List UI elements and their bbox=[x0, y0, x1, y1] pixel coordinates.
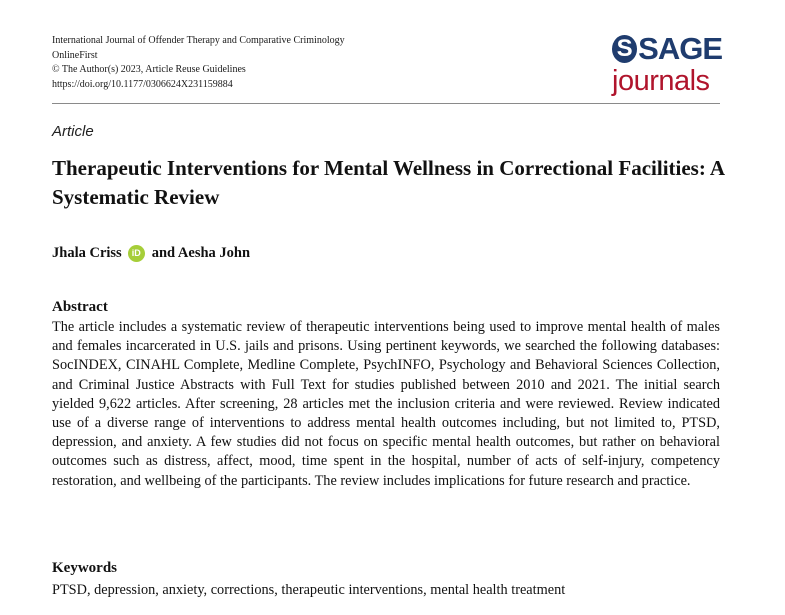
doi-link[interactable]: https://doi.org/10.1177/0306624X231159884 bbox=[52, 78, 233, 90]
sage-journals-logo[interactable] bbox=[612, 32, 722, 98]
author-name-second[interactable]: and Aesha John bbox=[151, 245, 251, 261]
author-name[interactable]: Jhala Criss bbox=[52, 245, 122, 261]
journal-name: International Journal of Offender Therapy and Comparative Criminology bbox=[52, 35, 345, 46]
article-title: Therapeutic Interventions for Mental Wellness in Correctional Facilities: A Systematic Review bbox=[52, 156, 724, 209]
author-list bbox=[52, 245, 250, 262]
keywords-heading: Keywords bbox=[52, 560, 117, 576]
journal-meta bbox=[52, 34, 345, 92]
keywords-list: PTSD, depression, anxiety, corrections, therapeutic interventions, mental health treatment bbox=[52, 582, 566, 598]
abstract-text: The article includes a systematic review of therapeutic interventions being used to improve mental health of males and females incarcerated in U.S. jails and prisons. Using pertinent keywords, we searched the following databases: SocINDEX, CINAHL Complete, Medline Complete, PsychINFO, Psychology and Behavioral Sciences Collection, and Criminal Justice Abstracts with Full Text for studies published between 2010 and 2021. The initial search yielded 9,622 articles. After screening, 28 articles met the inclusion criteria and were reviewed. Review indicated use of a diverse range of interventions to address mental health outcomes including, but not limited to, PTSD, depression, and anxiety. A few studies did not focus on specific mental health outcomes, but rather on behavioral outcomes such as distress, affect, mood, time spent in the hospital, number of acts of self-injury, competency restoration, and wellbeing of the participants. The review includes implications for future research and practice. bbox=[52, 319, 720, 489]
copyright-line[interactable]: © The Author(s) 2023, Article Reuse Guidelines bbox=[52, 64, 246, 75]
orcid-icon[interactable]: iD bbox=[128, 245, 145, 262]
publication-status: OnlineFirst bbox=[52, 49, 98, 61]
logo-journals-text: journals bbox=[612, 65, 710, 97]
abstract-heading: Abstract bbox=[52, 299, 108, 315]
sage-s-icon: S bbox=[612, 35, 637, 63]
logo-sage-text: SAGE bbox=[638, 31, 722, 66]
header-divider bbox=[52, 103, 720, 104]
article-type-label: Article bbox=[52, 123, 94, 140]
logo-top-row bbox=[612, 32, 722, 66]
